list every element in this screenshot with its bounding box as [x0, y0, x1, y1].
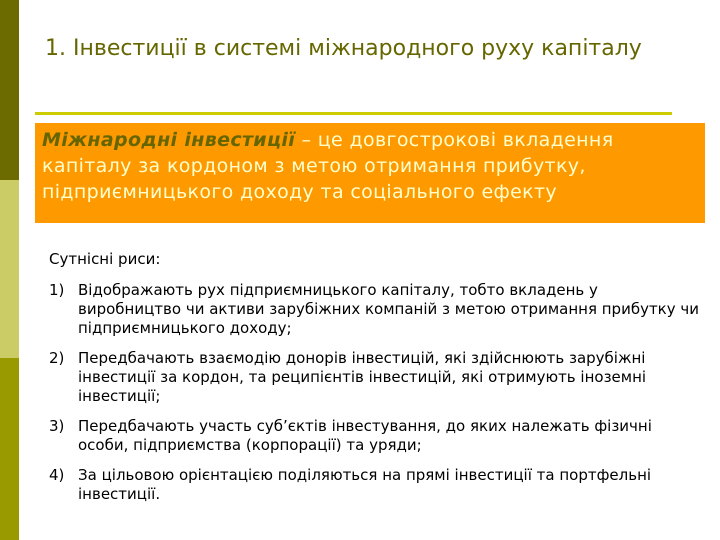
features-heading: Сутнісні риси: [49, 250, 161, 268]
slide-title: 1. Інвестиції в системі міжнародного руху капіталу [45, 36, 642, 61]
list-item-text: Передбачають взаємодію донорів інвестицій, які здійснюють зарубіжні інвестиції за кордон, та реципієнтів інвестицій, які отримують іноземні інвестиції; [78, 349, 647, 405]
definition-term: Міжнародні інвестиції [42, 129, 296, 151]
list-item [49, 466, 699, 504]
list-item-number: 4) [49, 466, 65, 484]
list-item [49, 281, 699, 338]
definition-box [35, 123, 705, 223]
list-item-number: 2) [49, 349, 65, 367]
list-item-number: 3) [49, 417, 65, 435]
list-item-number: 1) [49, 281, 65, 299]
list-item-text: Передбачають участь суб’єктів інвестування, до яких належать фізичні особи, підприємства (корпорації) та уряди; [78, 417, 652, 454]
list-item-text: Відображають рух підприємницького капіталу, тобто вкладень у виробництво чи активи зарубіжних компаній з метою отримання прибутку чи підприємницького доходу; [78, 281, 699, 337]
sidebar-stripe-middle [0, 180, 19, 358]
sidebar-stripe-bottom [0, 358, 19, 540]
list-item [49, 349, 699, 406]
features-list [49, 281, 699, 515]
list-item-text: За цільовою орієнтацією поділяються на прямі інвестиції та портфельні інвестиції. [78, 466, 652, 503]
list-item [49, 417, 699, 455]
definition-text: – це довгострокові вкладення капіталу за кордоном з метою отримання прибутку, підприємницького доходу та соціального ефекту [42, 129, 614, 203]
title-divider [35, 112, 672, 115]
sidebar-stripe-top [0, 0, 19, 180]
